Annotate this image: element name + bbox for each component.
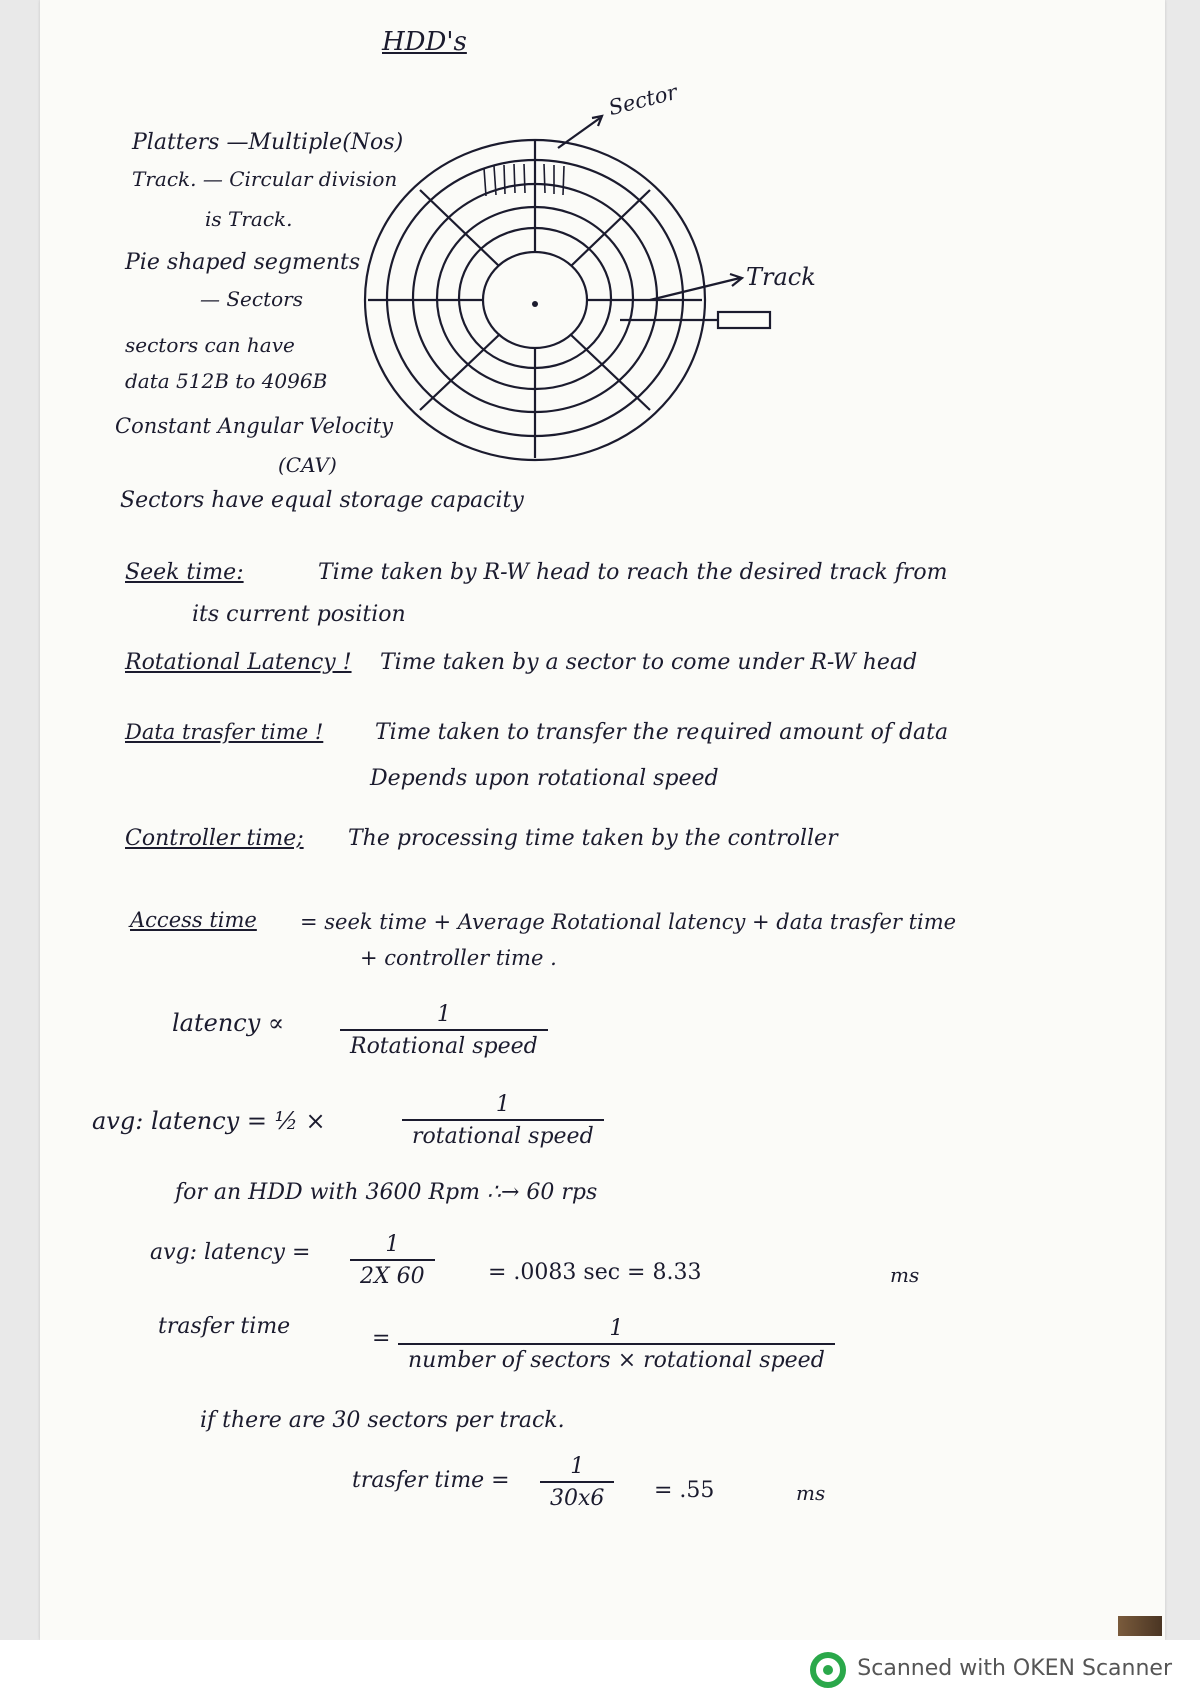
transfer-formula-lhs: trasfer time <box>158 1314 291 1339</box>
access-time-equation: = seek time + Average Rotational latency + data trasfer time <box>300 910 957 934</box>
spindle-dot <box>532 301 538 307</box>
note-sector-data-2: data 512B to 4096B <box>125 369 328 393</box>
definition-term: Rotational Latency ! <box>125 650 352 675</box>
fraction-numerator: 1 <box>609 1316 624 1341</box>
fraction-denominator: rotational speed <box>402 1119 604 1149</box>
track-label: Track <box>746 263 816 291</box>
latency-prop-fraction <box>340 1002 548 1059</box>
sector-label: Sector <box>606 79 680 121</box>
oken-logo-icon <box>808 1650 848 1690</box>
rw-head <box>718 312 770 328</box>
access-time-term: Access time <box>130 908 257 932</box>
definition-text: Time taken by R-W head to reach the desired track from <box>318 560 948 585</box>
definition-text-2: its current position <box>192 602 406 627</box>
fraction-numerator: 1 <box>436 1002 451 1027</box>
hdd-example: for an HDD with 3600 Rpm ∴→ 60 rps <box>175 1180 598 1205</box>
transfer-formula-fraction <box>398 1316 835 1373</box>
fraction-numerator: 1 <box>385 1232 400 1257</box>
note-pie-2: — Sectors <box>200 287 303 311</box>
sector-hatch <box>484 164 564 196</box>
definition-text: The processing time taken by the controller <box>348 826 838 851</box>
note-cav-2: (CAV) <box>278 453 337 477</box>
transfer-formula-eq: = <box>372 1326 391 1351</box>
note-pie-1: Pie shaped segments <box>125 250 361 275</box>
scan-corner-mark <box>1118 1616 1162 1636</box>
track-leader-line <box>650 278 740 300</box>
avg-latency-fraction <box>402 1092 604 1149</box>
definition-text: Time taken by a sector to come under R-W head <box>380 650 918 675</box>
note-cav-1: Constant Angular Velocity <box>115 414 394 438</box>
transfer-calc-unit: ms <box>796 1481 826 1505</box>
access-time-equation-2: + controller time . <box>360 946 557 970</box>
definition-term: Seek time: <box>125 560 244 585</box>
definition-text-2: Depends upon rotational speed <box>370 766 719 791</box>
platter-diagram <box>0 0 1200 500</box>
page-title: HDD's <box>382 27 467 57</box>
fraction-denominator: 2X 60 <box>350 1259 435 1289</box>
fraction-denominator: 30x6 <box>540 1481 614 1511</box>
note-track-1: Track. — Circular division <box>132 167 398 191</box>
sectors-note: if there are 30 sectors per track. <box>200 1408 565 1433</box>
definition-term: Data trasfer time ! <box>125 720 324 744</box>
fraction-numerator: 1 <box>570 1454 585 1479</box>
avg-latency-calc-lhs: avg: latency = <box>150 1240 311 1265</box>
note-track-2: is Track. <box>205 207 293 231</box>
avg-latency-calc-fraction <box>350 1232 435 1289</box>
transfer-calc-lhs: trasfer time = <box>352 1468 510 1493</box>
avg-latency-unit: ms <box>890 1263 920 1287</box>
fraction-denominator: number of sectors × rotational speed <box>398 1343 835 1373</box>
sector-leader-line <box>558 118 600 148</box>
definition-term: Controller time; <box>125 826 304 851</box>
avg-latency-lhs: avg: latency = ½ × <box>92 1107 326 1135</box>
definition-text: Time taken to transfer the required amount of data <box>375 720 949 745</box>
transfer-calc-result: = .55 <box>654 1478 715 1503</box>
scanner-brand-text: Scanned with OKEN Scanner <box>857 1656 1172 1681</box>
latency-prop-lhs: latency ∝ <box>172 1009 285 1037</box>
note-equal-capacity: Sectors have equal storage capacity <box>120 488 524 513</box>
note-platters: Platters —Multiple(Nos) <box>132 130 404 155</box>
avg-latency-result: = .0083 sec = 8.33 <box>488 1260 702 1285</box>
fraction-numerator: 1 <box>495 1092 510 1117</box>
note-sector-data-1: sectors can have <box>125 333 295 357</box>
fraction-denominator: Rotational speed <box>340 1029 548 1059</box>
transfer-calc-fraction <box>540 1454 614 1511</box>
